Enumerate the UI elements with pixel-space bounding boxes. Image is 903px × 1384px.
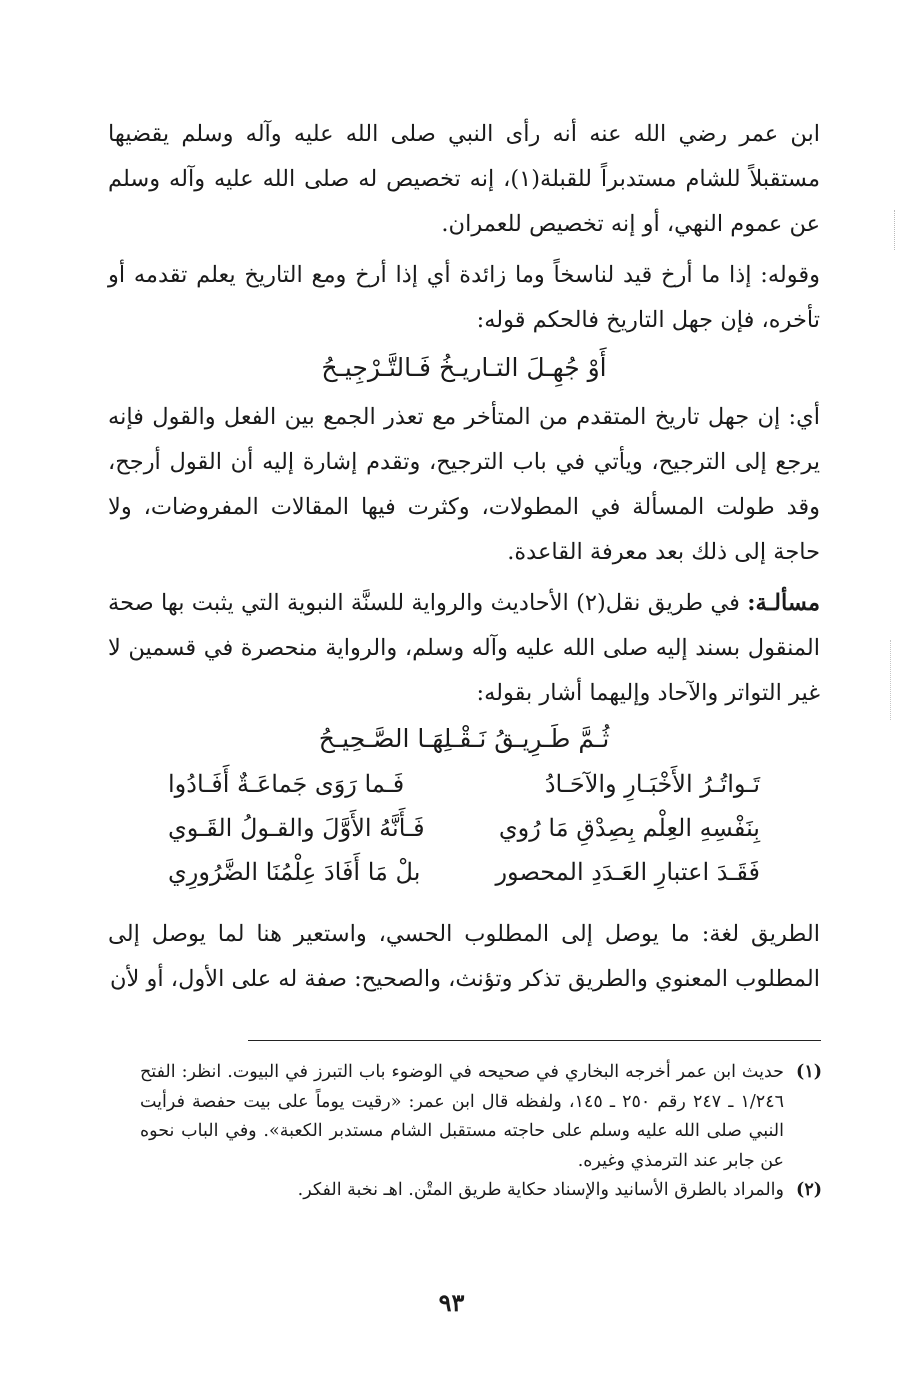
- paragraph-1: ابن عمر رضي الله عنه أنه رأى النبي صلى الله عليه وآله وسلم يقضيها مستقبلاً للشام مستدبراً للقبلة(١)، إنه تخصيص له صلى الله عليه وآله وسلم عن عموم النهي، أو إنه تخصيص للعمران.: [108, 121, 821, 237]
- masala-paragraph: [108, 581, 820, 716]
- poem-line-2-first-hemistich: بِنَفْسِهِ العِلْم بِصِدْقِ مَا رُوي: [498, 814, 760, 842]
- poem-title: ثُـمَّ طَـرِيـقُ نَـقْـلِهَـا الصَّـحِيـحُ: [318, 724, 610, 753]
- poem-line-2-second-hemistich: فَـأَنَّهُ الأَوَّلَ والقـولُ القَـوي: [168, 814, 425, 842]
- footnote-1-text: حديث ابن عمر أخرجه البخاري في صحيحه في الوضوء باب التبرز في البيوت. انظر: الفتح ١/٢٤٦ ـ ٢٤٧ رقم ٢٥٠ ـ ١٤٥، ولفظه قال ابن عمر: «رقيت يوماً على بيت حفصة فرأيت النبي صلى الله عليه وسلم على حاجته مستقبل الشام مستدبر الكعبة». وفي الباب نحوه عن جابر عند الترمذي وغيره.: [140, 1062, 785, 1171]
- page-edge-marks: [888, 210, 895, 250]
- poem-verses: [168, 762, 760, 894]
- page-number: ٩٣: [438, 1288, 465, 1317]
- verse-line-1: أَوْ جُهِـلَ التـاريـخُ فَـالتَّـرْجِيـحُ: [321, 353, 607, 382]
- footnote-2: [140, 1176, 822, 1206]
- footnote-1-number: (١): [796, 1062, 822, 1082]
- footnotes: [140, 1058, 822, 1206]
- poem-line-1-first-hemistich: تَـواتُـرُ الأَخْبَـارِ والآحَـادُ: [544, 770, 760, 798]
- paragraph-2: وقوله: إذا ما أرخ قيد لناسخاً وما زائدة أي إذا أرخ ومع التاريخ يعلم تقدمه أو تأخره، فإن جهل التاريخ فالحكم قوله:: [108, 262, 820, 333]
- poem-line-1-second-hemistich: فَـما رَوَى جَماعَـةٌ أَفَـادُوا: [168, 770, 405, 798]
- masala-heading: مسألـة:: [747, 590, 821, 616]
- poem-line-3-second-hemistich: بلْ مَا أَفَادَ عِلْمُنَا الضَّرُورِي: [168, 858, 421, 886]
- footnote-2-number: (٢): [796, 1180, 822, 1200]
- footnote-2-text: والمراد بالطرق الأسانيد والإسناد حكاية طريق المتْن. اهـ نخبة الفكر.: [297, 1180, 784, 1200]
- paragraph-3: أي: إن جهل تاريخ المتقدم من المتأخر مع تعذر الجمع بين الفعل والقول فإنه يرجع إلى الترجيح، ويأتي في باب الترجيح، وتقدم إشارة إليه أن القول أرجح، وقد طولت المسألة في المطولات، وكثرت فيها المقالات المفروضات، ولا حاجة إلى ذلك بعد معرفة القاعدة.: [108, 404, 820, 565]
- poem-line-3-first-hemistich: فَقَـدَ اعتبارِ العَـدَدِ المحصور: [495, 858, 760, 886]
- page-edge-marks-2: [884, 640, 891, 720]
- masala-text: في طريق نقل(٢) الأحاديث والرواية للسنَّة النبوية التي يثبت بها صحة المنقول بسند إليه صلى الله عليه وآله وسلم، والرواية منحصرة في قسمين لا غير التواتر والآحاد وإليهما أشار بقوله:: [108, 590, 820, 706]
- footnote-1: [140, 1058, 822, 1176]
- footnote-divider: [248, 1040, 821, 1041]
- paragraph-4: الطريق لغة: ما يوصل إلى المطلوب الحسي، واستعير هنا لما يوصل إلى المطلوب المعنوي والطريق تذكر وتؤنث، والصحيح: صفة له على الأول، أو لأن: [108, 921, 820, 992]
